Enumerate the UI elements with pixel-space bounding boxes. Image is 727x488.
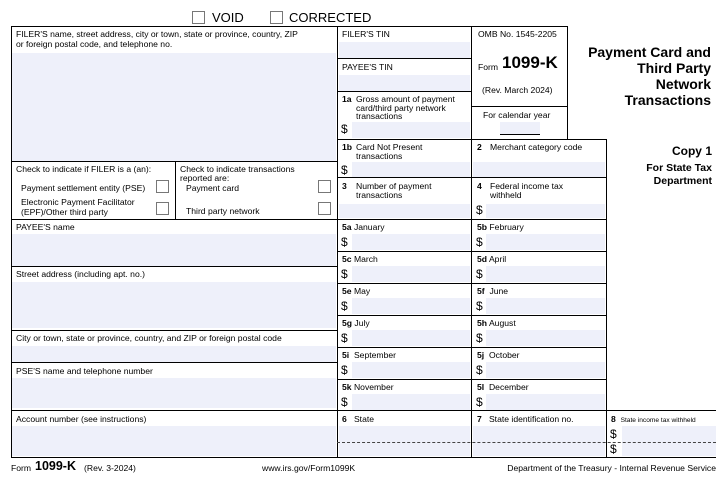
void-checkbox[interactable] <box>192 11 205 24</box>
box-5e-text: May <box>353 286 371 296</box>
epf-check-label-line1: Electronic Payment Facilitator <box>21 197 135 207</box>
third-party-network-checkbox[interactable] <box>318 202 331 215</box>
box-1b-dollar: $ <box>341 163 348 177</box>
box-5f-text: June <box>489 286 509 296</box>
footer-form-word: Form <box>11 463 32 473</box>
street-address-label: Street address (including apt. no.) <box>16 269 145 279</box>
void-label: VOID <box>212 10 244 25</box>
box-5h-text: August <box>488 318 516 328</box>
box-8-number: 8 <box>611 414 616 424</box>
box-5d-number: 5d <box>477 254 488 264</box>
box-5f-dollar: $ <box>476 299 483 313</box>
box-5g-label <box>342 319 370 329</box>
box-5d-field[interactable] <box>486 266 605 282</box>
box-5a-text: January <box>353 222 385 232</box>
form-number: 1099-K <box>502 53 558 72</box>
box-4-dollar: $ <box>476 203 483 217</box>
box-5h-dollar: $ <box>476 331 483 345</box>
title-line3: Network <box>655 76 711 92</box>
box-3-field[interactable] <box>339 204 470 218</box>
box-8-dollar-2: $ <box>610 442 617 456</box>
box-5h-number: 5h <box>477 318 488 328</box>
box-5c-text: March <box>353 254 378 264</box>
box-6-label <box>342 415 374 425</box>
filer-tin-field[interactable] <box>339 42 470 58</box>
box-5i-text: September <box>353 350 396 360</box>
city-label: City or town, state or province, country, and ZIP or foreign postal code <box>16 333 282 343</box>
box-5l-text: December <box>488 382 529 392</box>
pse-name-label: PSE'S name and telephone number <box>16 366 153 376</box>
box-5k-dollar: $ <box>341 395 348 409</box>
box-5a-dollar: $ <box>341 235 348 249</box>
box-1b-number: 1b <box>342 142 353 152</box>
box-2-field[interactable] <box>473 162 605 177</box>
box-1b-field[interactable] <box>352 162 470 177</box>
box-6-field[interactable] <box>339 426 470 456</box>
box-8-text: State income tax withheld <box>620 417 696 424</box>
footer-url: www.irs.gov/Form1099K <box>262 463 356 473</box>
form-title <box>568 44 711 108</box>
box-5d-label <box>477 255 506 265</box>
box-5l-field[interactable] <box>486 394 605 410</box>
filer-name-label-line1: FILER'S name, street address, city or town, state or province, country, ZIP <box>16 29 298 39</box>
box-5i-number: 5i <box>342 350 350 360</box>
footer-form-number: 1099-K <box>35 459 76 473</box>
title-line1: Payment Card and <box>588 44 711 60</box>
box-5l-label <box>477 383 529 393</box>
payment-card-checkbox[interactable] <box>318 180 331 193</box>
box-5b-label <box>477 223 524 233</box>
footer-revision: (Rev. 3-2024) <box>84 463 136 473</box>
box-5j-dollar: $ <box>476 363 483 377</box>
box-5i-dollar: $ <box>341 363 348 377</box>
box-5i-label <box>342 351 396 361</box>
pse-checkbox[interactable] <box>156 180 169 193</box>
copy-line2: Department <box>653 175 712 187</box>
box-3-number: 3 <box>342 181 347 191</box>
box-8-label <box>611 415 696 426</box>
box-5c-dollar: $ <box>341 267 348 281</box>
box-5k-label <box>342 383 394 393</box>
filer-name-field[interactable] <box>12 53 336 161</box>
payee-name-label: PAYEE'S name <box>16 222 75 232</box>
box-5g-number: 5g <box>342 318 353 328</box>
box-5e-label <box>342 287 370 297</box>
box-1a-label <box>356 95 455 122</box>
box-3-label-line1: Number of payment <box>356 181 432 191</box>
box-5b-number: 5b <box>477 222 488 232</box>
box-3-label-line2: transactions <box>356 190 403 200</box>
box-5l-dollar: $ <box>476 395 483 409</box>
box-7-field[interactable] <box>473 426 605 456</box>
footer-department: Department of the Treasury - Internal Revenue Service <box>507 463 716 473</box>
box-1a-label-line1: Gross amount of payment <box>356 94 455 104</box>
title-line2: Third Party <box>637 60 711 76</box>
box-5b-text: February <box>489 222 524 232</box>
box-5a-number: 5a <box>342 222 352 232</box>
filer-tin-label: FILER'S TIN <box>342 29 390 39</box>
box-2-number: 2 <box>477 142 482 152</box>
box-7-number: 7 <box>477 414 482 424</box>
box-5g-field[interactable] <box>352 330 470 346</box>
box-5k-text: November <box>353 382 394 392</box>
street-address-field[interactable] <box>12 282 336 328</box>
box-5l-number: 5l <box>477 382 485 392</box>
transaction-type-label-line1: Check to indicate transactions <box>180 164 295 174</box>
box-7-text: State identification no. <box>488 414 574 424</box>
box-1a-dollar: $ <box>341 122 348 136</box>
box-5c-number: 5c <box>342 254 352 264</box>
box-1b-label-line1: Card Not Present <box>356 142 423 152</box>
box-5d-dollar: $ <box>476 267 483 281</box>
box-5b-dollar: $ <box>476 235 483 249</box>
box-1a-number: 1a <box>342 94 352 104</box>
box-5b-field[interactable] <box>486 234 605 250</box>
epf-checkbox[interactable] <box>156 202 169 215</box>
box-5j-label <box>477 351 520 361</box>
box-5j-text: October <box>488 350 520 360</box>
box-5h-label <box>477 319 516 329</box>
box-5e-dollar: $ <box>341 299 348 313</box>
copy-line1: For State Tax <box>646 162 712 174</box>
box-5j-number: 5j <box>477 350 485 360</box>
box-5i-field[interactable] <box>352 362 470 378</box>
box-4-field[interactable] <box>486 204 605 218</box>
payee-tin-field[interactable] <box>339 75 470 91</box>
box-8-dollar-1: $ <box>610 427 617 441</box>
box-7-label <box>477 415 574 425</box>
box-5f-label <box>477 287 508 297</box>
box-5f-field[interactable] <box>486 298 605 314</box>
box-5f-number: 5f <box>477 286 485 296</box>
box-5e-number: 5e <box>342 286 352 296</box>
payee-tin-label: PAYEE'S TIN <box>342 62 393 72</box>
box-2-label: Merchant category code <box>490 142 583 152</box>
box-1b-label-line2: transactions <box>356 151 403 161</box>
box-5h-field[interactable] <box>486 330 605 346</box>
filer-name-label-line2: or foreign postal code, and telephone no. <box>16 39 173 49</box>
account-number-label: Account number (see instructions) <box>16 414 147 424</box>
city-field[interactable] <box>12 346 336 362</box>
box-1a-label-line2: card/third party network <box>356 102 446 113</box>
payee-name-field[interactable] <box>12 234 336 266</box>
box-5d-text: April <box>488 254 507 264</box>
box-4-label-line2: withheld <box>490 190 522 200</box>
box-5j-field[interactable] <box>486 362 605 378</box>
box-6-text: State <box>353 414 375 424</box>
calendar-year-label: For calendar year <box>483 110 551 120</box>
omb-number: OMB No. 1545-2205 <box>478 29 557 39</box>
box-5k-number: 5k <box>342 382 352 392</box>
box-5c-label <box>342 255 378 265</box>
box-5a-label <box>342 223 385 233</box>
box-5e-field[interactable] <box>352 298 470 314</box>
box-5g-text: July <box>354 318 370 328</box>
payment-card-label: Payment card <box>186 183 240 193</box>
revision-date: (Rev. March 2024) <box>482 85 553 95</box>
title-line4: Transactions <box>624 92 711 108</box>
form-word: Form <box>478 62 499 72</box>
box-5a-field[interactable] <box>352 234 470 250</box>
pse-check-label: Payment settlement entity (PSE) <box>21 183 146 193</box>
third-party-network-label: Third party network <box>186 206 260 216</box>
transaction-type-label-line2: reported are: <box>180 173 230 183</box>
corrected-label: CORRECTED <box>289 10 372 25</box>
copy-title: Copy 1 <box>671 144 712 158</box>
pse-name-field[interactable] <box>12 378 336 408</box>
corrected-checkbox[interactable] <box>270 11 283 24</box>
box-1a-label-line3: transactions <box>356 111 403 122</box>
box-5k-field[interactable] <box>352 394 470 410</box>
box-5g-dollar: $ <box>341 331 348 345</box>
epf-check-label-line2: (EPF)/Other third party <box>21 207 108 217</box>
box-4-number: 4 <box>477 181 482 191</box>
box-4-label-line1: Federal income tax <box>490 181 564 191</box>
box-1a-field[interactable] <box>352 122 470 138</box>
box-8-field[interactable] <box>622 426 716 456</box>
filer-type-label: Check to indicate if FILER is a (an): <box>16 164 152 174</box>
box-5c-field[interactable] <box>352 266 470 282</box>
box-6-number: 6 <box>342 414 347 424</box>
account-number-field[interactable] <box>12 426 336 456</box>
